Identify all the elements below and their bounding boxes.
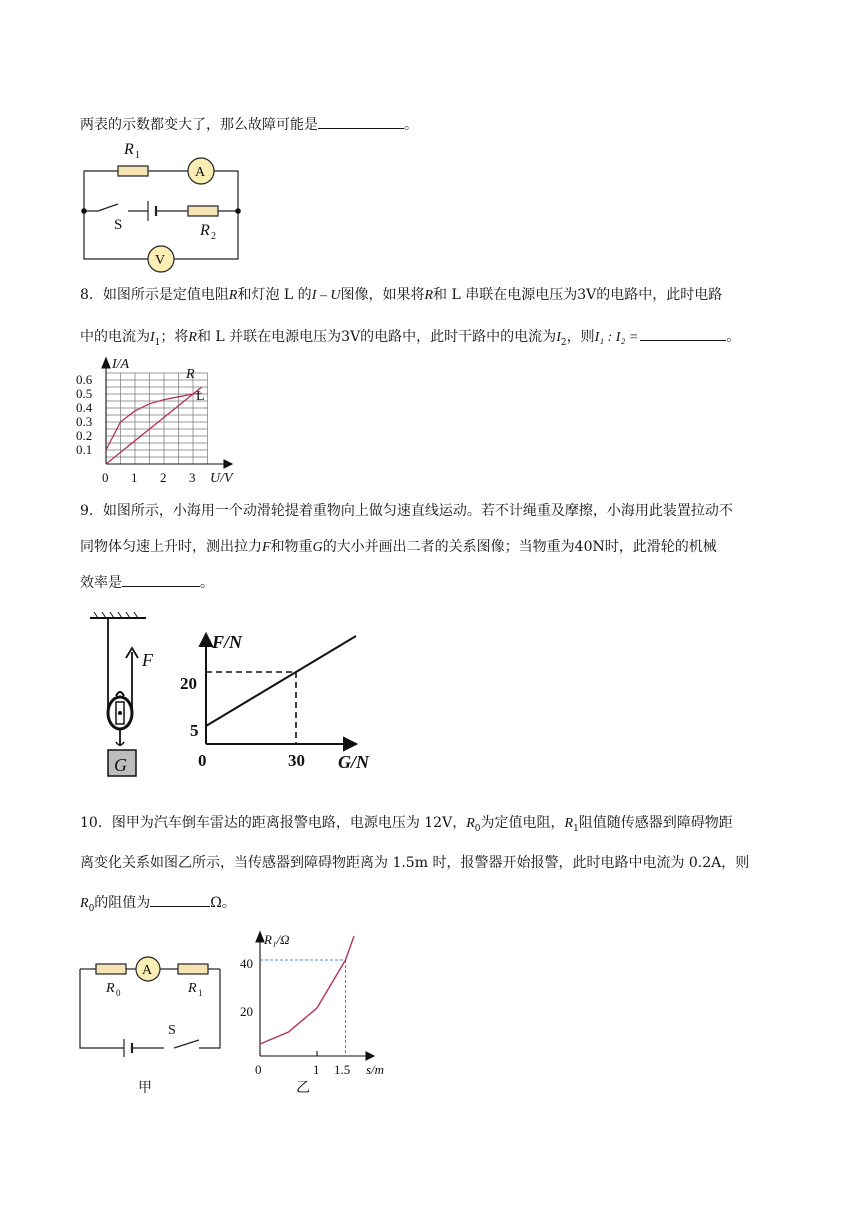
q10-text: 阻值随传感器到障碍物距	[578, 815, 733, 831]
var-r0: R	[80, 896, 89, 911]
y-tick-20: 20	[240, 1004, 253, 1019]
caption-yi: 乙	[296, 1081, 310, 1096]
q7-end: 。	[404, 117, 418, 133]
q9-line-3	[80, 572, 214, 592]
x-tick-0: 0	[198, 751, 207, 770]
var-r: R	[424, 288, 434, 303]
q8-line-2	[80, 326, 740, 348]
ammeter-label: A	[142, 963, 153, 978]
answer-blank[interactable]	[640, 328, 726, 341]
q9-text: 和物重	[270, 539, 313, 555]
var-r0-sub: 0	[474, 823, 481, 834]
y-axis-label: I/A	[112, 357, 130, 372]
r2-sub: 2	[211, 231, 216, 242]
q10-line-1	[80, 812, 733, 834]
q10-unit: Ω。	[210, 895, 236, 911]
x-tick-1: 1	[313, 1062, 320, 1077]
var-i2-sub: 2	[560, 337, 567, 348]
y-tick-label: 0.5	[76, 386, 93, 401]
voltmeter-label: V	[155, 253, 166, 268]
var-f: F	[262, 540, 271, 555]
var-r0-sub: 0	[88, 903, 95, 914]
q10-rs-chart	[240, 928, 400, 1098]
q9-line-2	[80, 536, 717, 556]
y-tick-label: 0.1	[76, 442, 93, 457]
q8-text: 8．如图所示是定值电阻	[80, 287, 229, 303]
switch-label: S	[168, 1023, 176, 1038]
r0-sub: 0	[116, 988, 121, 998]
r1-label: R	[188, 981, 197, 996]
var-i1: I	[150, 330, 155, 345]
x-tick-label: 1	[131, 470, 138, 485]
r1-sub: 1	[135, 150, 140, 161]
q9-text: 同物体匀速上升时，测出拉力	[80, 539, 262, 555]
y-tick-label: 0.3	[76, 414, 93, 429]
force-label: F	[142, 650, 153, 670]
y-axis-label: R₁/Ω	[264, 932, 290, 947]
series-label-l: L	[196, 389, 205, 404]
q8-text: ，则	[566, 329, 595, 345]
q10-text: 10．图甲为汽车倒车雷达的距离报警电路，电源电压为 12V，	[80, 815, 467, 831]
var-g: G	[312, 540, 323, 555]
answer-blank[interactable]	[318, 116, 404, 129]
q8-text: 图像，如果将	[340, 287, 425, 303]
r1-label: R	[124, 141, 134, 158]
var-r1-sub: 1	[573, 823, 579, 834]
answer-blank[interactable]	[122, 574, 200, 587]
q10-text: 离变化关系如图乙所示，当传感器到障碍物距离为 1.5m 时，报警器开始报警，此时电路中电流为 0.2A，则	[80, 855, 750, 871]
q8-text: 和灯泡 L 的	[237, 287, 312, 303]
caption-jia: 甲	[138, 1081, 152, 1096]
y-tick-label: 0.2	[76, 428, 93, 443]
x-tick-label: 3	[189, 470, 196, 485]
var-iu: I – U	[311, 288, 341, 303]
q8-end: 。	[726, 329, 741, 345]
r0-label: R	[106, 981, 115, 996]
q9-fg-chart	[180, 630, 380, 780]
q10-line-2	[80, 852, 749, 872]
y-tick-5: 5	[190, 721, 199, 740]
ammeter-label: A	[195, 165, 206, 180]
q8-text: 中的电流为	[80, 329, 150, 345]
y-tick-label: 0.4	[76, 400, 93, 415]
x-tick-label: 2	[160, 470, 167, 485]
x-tick-0: 0	[255, 1062, 262, 1077]
q8-text: ；将	[160, 329, 189, 345]
series-label-r: R	[186, 367, 195, 382]
q10-line-3	[80, 892, 236, 914]
ratio-expression: I₁ : I₂ =	[594, 330, 639, 345]
r2-label: R	[200, 222, 210, 239]
x-tick-label: 0	[102, 470, 109, 485]
q9-line-1	[80, 500, 733, 520]
q7-question-text	[80, 114, 418, 134]
q7-text: 两表的示数都变大了，那么故障可能是	[80, 117, 318, 133]
q10-text: 为定值电阻，	[480, 815, 565, 831]
answer-blank[interactable]	[150, 894, 210, 907]
x-axis-label: G/N	[338, 752, 369, 772]
var-i1-sub: 1	[154, 337, 161, 348]
r1-sub: 1	[198, 988, 203, 998]
var-i2: I	[556, 330, 561, 345]
q8-iu-chart	[76, 354, 266, 490]
x-tick-1-5: 1.5	[334, 1062, 351, 1077]
q9-end: 。	[200, 575, 214, 591]
q10-circuit-diagram	[74, 952, 234, 1102]
x-axis-label: U/V	[210, 471, 233, 486]
q9-text: 效率是	[80, 575, 122, 591]
q8-text: 和 L 串联在电源电压为3V的电路中，此时电路	[433, 287, 723, 303]
y-tick-40: 40	[240, 956, 253, 971]
q8-text: 和 L 并联在电源电压为3V的电路中，此时干路中的电流为	[196, 329, 557, 345]
x-axis-label: s/m	[366, 1062, 385, 1077]
q8-line-1	[80, 284, 722, 304]
var-r1: R	[564, 816, 574, 831]
x-tick-30: 30	[288, 751, 305, 770]
pulley-diagram	[86, 612, 156, 788]
switch-label: S	[114, 217, 123, 233]
weight-label: G	[114, 755, 127, 775]
q9-text: 9．如图所示，小海用一个动滑轮提着重物向上做匀速直线运动。若不计绳重及摩擦，小海用此装置拉动不	[80, 503, 733, 519]
series-line-rs	[260, 936, 354, 1044]
q9-text: 的大小并画出二者的关系图像；当物重为40N时，此滑轮的机械	[322, 539, 717, 555]
var-r: R	[228, 288, 238, 303]
var-r: R	[188, 330, 197, 345]
q10-text: 的阻值为	[94, 895, 151, 911]
q7-circuit-diagram	[70, 138, 260, 273]
var-r0: R	[466, 816, 475, 831]
y-axis-label: F/N	[212, 632, 243, 652]
y-tick-label: 0.6	[76, 372, 93, 387]
y-tick-20: 20	[180, 674, 197, 693]
